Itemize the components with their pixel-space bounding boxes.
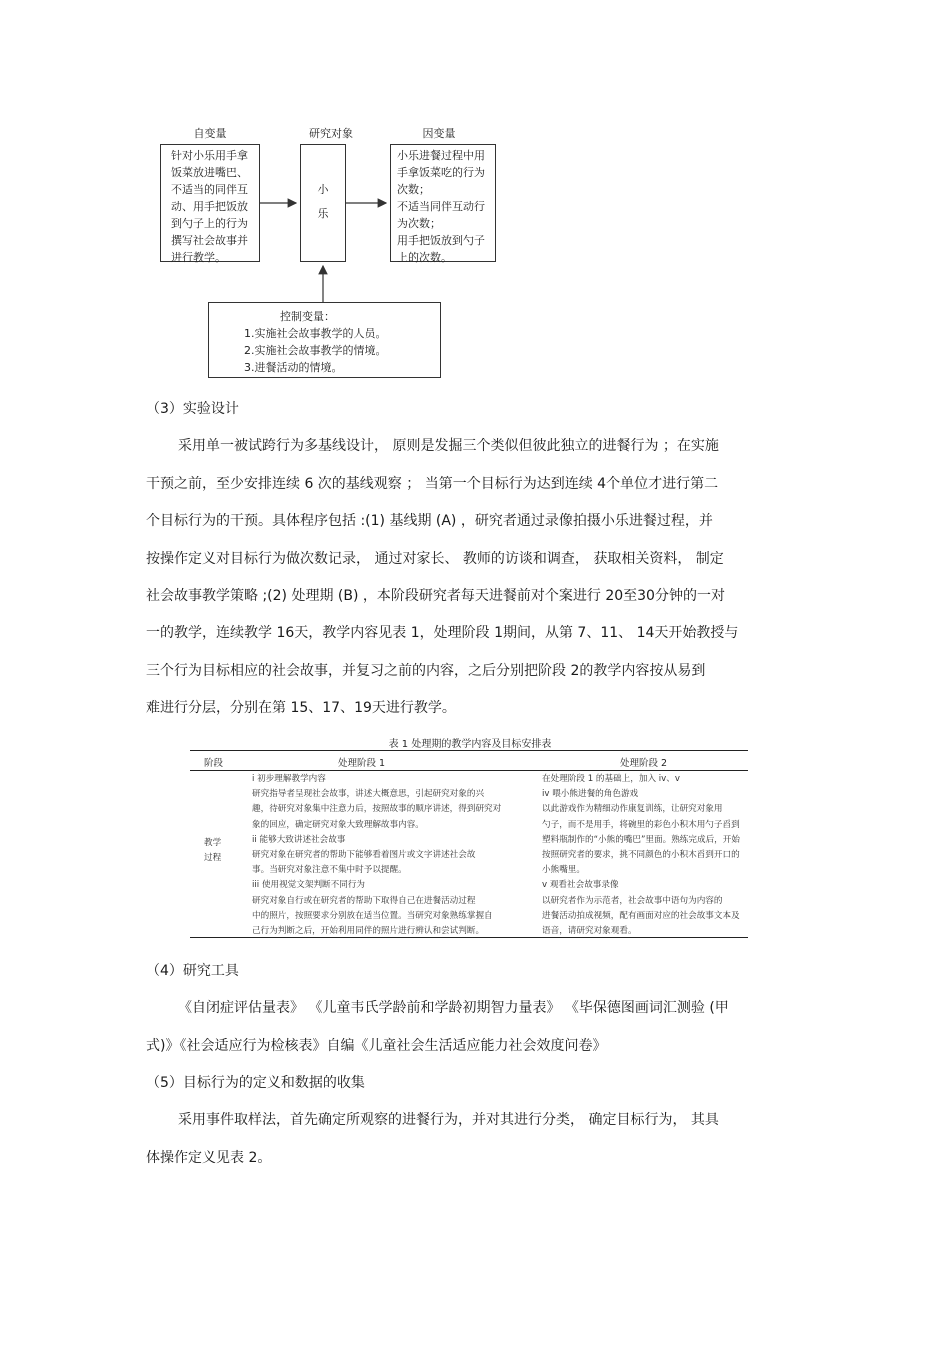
cell-line: 研究对象自行或在研究者的帮助下取得自己在进餐活动过程 — [252, 895, 476, 906]
cell-line: i 初步理解教学内容 — [252, 774, 326, 784]
box-line: 动、用手把饭放 — [171, 200, 248, 213]
paragraph-line: 按操作定义对目标行为做次数记录， 通过对家长、 教师的访谈和调查， 获取相关资料， 制定 — [146, 551, 724, 567]
box-line: 撰写社会故事并 — [171, 234, 248, 247]
table-cell-phase1 — [252, 772, 501, 939]
cell-line: 语音，请研究对象观看。 — [542, 926, 637, 937]
box-line: 1.实施社会故事教学的人员。 — [244, 327, 387, 340]
cell-line: 进餐活动拍成视频，配有画面对应的社会故事文本及 — [542, 910, 740, 921]
box-line: 手拿饭菜吃的行为 — [397, 166, 485, 179]
cell-line: iv 喂小熊进餐的角色游戏 — [542, 789, 639, 800]
box-line: 用手把饭放到勺子 — [397, 234, 485, 247]
independent-variable-title: 自变量 — [193, 127, 227, 140]
box-line: 乐 — [317, 207, 329, 220]
paragraph-line: 一的教学，连续教学 16天，教学内容见表 1，处理阶段 1期间，从第 7、11、 14天开始教授与 — [146, 625, 739, 641]
cell-line: 趣，待研究对象集中注意力后，按照故事的顺序讲述，得到研究对 — [252, 804, 502, 815]
box-line: 针对小乐用手拿 — [171, 149, 248, 162]
box-line: 饭菜放进嘴巴、 — [171, 166, 248, 179]
cell-line: 勺子，而不是用手，将碗里的彩色小积木用勺子舀到 — [542, 819, 740, 830]
paragraph-line: 个目标行为的干预。具体程序包括 :(1) 基线期 (A) ，研究者通过录像拍摄小乐进餐过程，并 — [146, 513, 713, 529]
box-line: 进行教学。 — [171, 251, 226, 264]
table-row-label — [204, 836, 221, 866]
cell-line: 中的照片，按照要求分别放在适当位置。当研究对象熟练掌握自 — [252, 910, 493, 921]
paragraph-line: 三个行为目标相应的社会故事，并复习之前的内容，之后分别把阶段 2的教学内容按从易到 — [146, 663, 706, 679]
box-line: 小 — [317, 183, 329, 196]
box-line: 次数； — [397, 183, 430, 196]
table-bottom-rule — [190, 937, 748, 938]
table-cell-phase2 — [542, 772, 740, 939]
box-line: 2.实施社会故事教学的情境。 — [244, 344, 387, 357]
cell-line: ii 能够大致讲述社会故事 — [252, 834, 346, 845]
cell-line: 小熊嘴里。 — [542, 865, 585, 876]
box-line: 不适当的同伴互 — [171, 183, 248, 196]
cell-line: 研究对象在研究者的帮助下能够看着图片或文字讲述社会故 — [252, 850, 476, 861]
paragraph-line: 干预之前，至少安排连续 6 次的基线观察 ； 当第一个目标行为达到连续 4个单位才进行第二 — [146, 476, 719, 492]
cell-line: 研究指导者呈现社会故事，讲述大概意思，引起研究对象的兴 — [252, 789, 485, 800]
box-line: 上的次数。 — [397, 251, 452, 264]
paragraph-line: 难进行分层，分别在第 15、17、19天进行教学。 — [146, 700, 456, 716]
section-heading-experiment-design: （3）实验设计 — [146, 401, 239, 417]
cell-line: 在处理阶段 1 的基础上，加入 iv、v — [542, 774, 680, 784]
box-line: 3.进餐活动的情境。 — [244, 361, 343, 374]
cell-line: 己行为判断之后，开始利用同伴的照片进行辨认和尝试判断。 — [252, 926, 485, 937]
table-header-phase2: 处理阶段 2 — [620, 758, 668, 769]
paragraph-line: 式)》《社会适应行为检核表》自编《儿童社会生活适应能力社会效度问卷》 — [146, 1038, 607, 1054]
subject-title: 研究对象 — [309, 127, 353, 140]
table-top-rule — [190, 750, 748, 751]
cell-line: iii 使用视觉文架判断不同行为 — [252, 880, 366, 891]
table-header-rule — [190, 770, 748, 771]
paragraph-line: 社会故事教学策略 ;(2) 处理期 (B) ，本阶段研究者每天进餐前对个案进行 20至30分钟的一对 — [146, 588, 725, 604]
cell-line: 象的回应，确定研究对象大致理解故事内容。 — [252, 819, 424, 830]
box-line: 小乐进餐过程中用 — [397, 149, 485, 162]
paragraph-line: 采用事件取样法，首先确定所观察的进餐行为，并对其进行分类， 确定目标行为， 其具 — [178, 1112, 719, 1128]
cell-line: v 观看社会故事录像 — [542, 880, 619, 891]
table-header-stage: 阶段 — [204, 758, 224, 769]
table-header-phase1: 处理阶段 1 — [338, 758, 386, 769]
cell-line: 以研究者作为示范者，社会故事中语句为内容的 — [542, 895, 723, 906]
teaching-content-table — [190, 750, 748, 938]
box-line: 到勺子上的行为 — [171, 217, 248, 230]
section-heading-target-behavior: （5）目标行为的定义和数据的收集 — [146, 1075, 365, 1091]
cell-line: 按照研究者的要求，挑不同颜色的小积木舀到开口的 — [542, 850, 740, 861]
row-label-line: 教学 — [204, 838, 222, 848]
cell-line: 事。当研究对象注意不集中时予以提醒。 — [252, 865, 407, 876]
paragraph-line: 体操作定义见表 2。 — [146, 1150, 272, 1166]
cell-line: 以此游戏作为精细动作康复训练，让研究对象用 — [542, 804, 723, 815]
box-line: 不适当同伴互动行 — [397, 200, 485, 213]
table-caption: 表 1 处理期的教学内容及目标安排表 — [388, 739, 552, 750]
paragraph-line: 采用单一被试跨行为多基线设计， 原则是发掘三个类似但彼此独立的进餐行为 ；在实施 — [178, 438, 719, 454]
diagram-arrows — [0, 0, 950, 400]
box-title: 控制变量： — [280, 310, 335, 323]
cell-line: 塑料瓶制作的“小熊的嘴巴”里面。熟练完成后，开始 — [542, 834, 740, 845]
section-heading-research-tools: （4）研究工具 — [146, 963, 239, 979]
dependent-variable-title: 因变量 — [422, 127, 456, 140]
box-line: 为次数； — [397, 217, 441, 230]
paragraph-line: 《自闭症评估量表》 《儿童韦氏学龄前和学龄初期智力量表》 《毕保德图画词汇测验 (甲 — [178, 1000, 729, 1016]
row-label-line: 过程 — [204, 853, 222, 864]
